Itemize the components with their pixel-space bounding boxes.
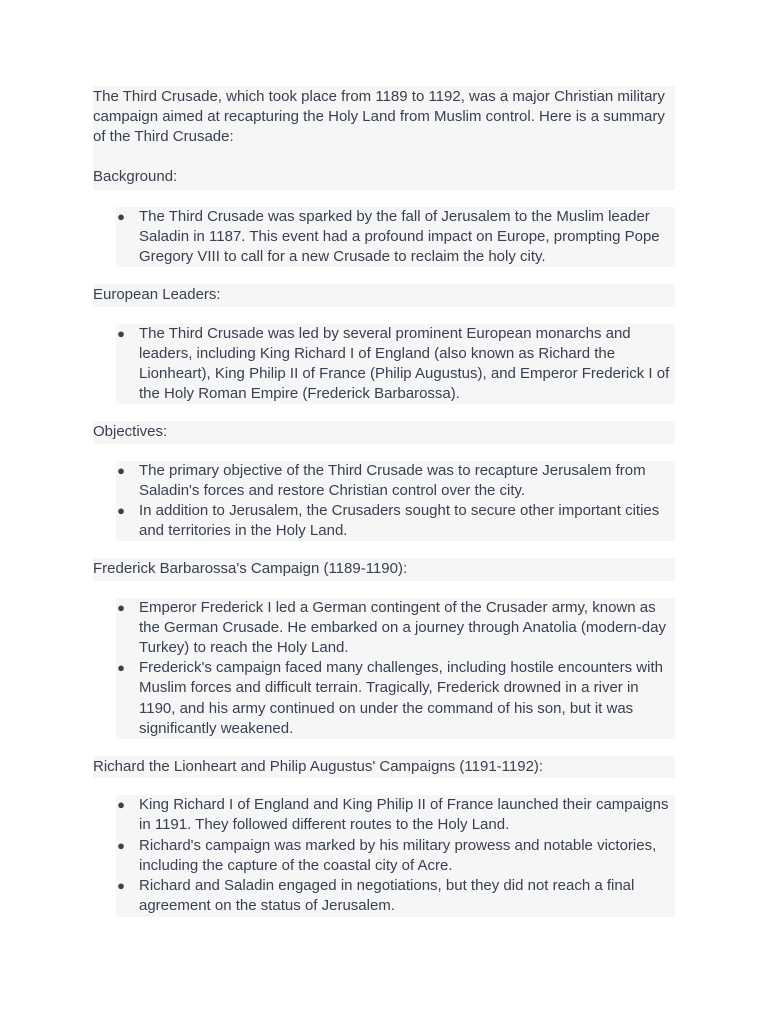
section-heading-objectives: Objectives: xyxy=(93,421,675,443)
list-item xyxy=(116,876,675,916)
bullet-icon: ● xyxy=(117,462,125,478)
list-item-text: The Third Crusade was led by several prominent European monarchs and leaders, including King Richard I of England (also known as Richard the Lionheart), King Philip II of France (Philip Augustus), and Emperor Frederick I of the Holy Roman Empire (Frederick Barbarossa). xyxy=(139,324,670,403)
list-item-text: Richard and Saladin engaged in negotiations, but they did not reach a final agreement on the status of Jerusalem. xyxy=(139,877,635,915)
intro-paragraph: The Third Crusade, which took place from 1189 to 1192, was a major Christian military campaign aimed at recapturing the Holy Land from Muslim control. Here is a summary of the Third Crusade: xyxy=(93,88,665,146)
section-heading-richard-philip-campaigns: Richard the Lionheart and Philip Augustus' Campaigns (1191-1192): xyxy=(93,756,675,778)
list-item xyxy=(116,324,675,405)
section-heading-frederick-campaign: Frederick Barbarossa's Campaign (1189-1190): xyxy=(93,558,675,580)
document-body xyxy=(93,86,675,917)
intro-block xyxy=(93,86,675,190)
list-item xyxy=(116,207,675,268)
list-item-text: Emperor Frederick I led a German contingent of the Crusader army, known as the German Crusade. He embarked on a journey through Anatolia (modern-day Turkey) to reach the Holy Land. xyxy=(139,598,666,657)
bullet-list-objectives xyxy=(116,461,675,542)
bullet-list-frederick-campaign xyxy=(116,598,675,739)
list-item-text: Frederick's campaign faced many challenges, including hostile encounters with Muslim forces and difficult terrain. Tragically, Frederick drowned in a river in 1190, and his army continued on under the command of his son, but it was significantly weakened. xyxy=(139,659,663,737)
bullet-icon: ● xyxy=(117,660,125,676)
list-item-text: In addition to Jerusalem, the Crusaders sought to secure other important cities and territories in the Holy Land. xyxy=(139,502,660,540)
bullet-icon: ● xyxy=(117,503,125,519)
bullet-list-background xyxy=(116,207,675,268)
bullet-icon: ● xyxy=(117,208,125,224)
list-item-text: King Richard I of England and King Philip II of France launched their campaigns in 1191. They followed different routes to the Holy Land. xyxy=(139,796,669,834)
bullet-icon: ● xyxy=(117,797,125,813)
list-item xyxy=(116,598,675,659)
list-item-text: Richard's campaign was marked by his military prowess and notable victories, including the capture of the coastal city of Acre. xyxy=(139,836,657,874)
list-item xyxy=(116,501,675,541)
list-item xyxy=(116,461,675,501)
bullet-icon: ● xyxy=(117,325,125,341)
list-item-text: The Third Crusade was sparked by the fall of Jerusalem to the Muslim leader Saladin in 1187. This event had a profound impact on Europe, prompting Pope Gregory VIII to call for a new Crusade to reclaim the holy city. xyxy=(139,207,660,266)
section-heading-european-leaders: European Leaders: xyxy=(93,284,675,306)
list-item xyxy=(116,836,675,876)
bullet-list-richard-philip-campaigns xyxy=(116,795,675,916)
bullet-icon: ● xyxy=(117,878,125,894)
list-item xyxy=(116,658,675,739)
list-item-text: The primary objective of the Third Crusade was to recapture Jerusalem from Saladin's forces and restore Christian control over the city. xyxy=(139,461,646,499)
list-item xyxy=(116,795,675,835)
section-heading-background: Background: xyxy=(93,167,178,185)
bullet-icon: ● xyxy=(117,599,125,615)
bullet-icon: ● xyxy=(117,837,125,853)
bullet-list-european-leaders xyxy=(116,324,675,405)
